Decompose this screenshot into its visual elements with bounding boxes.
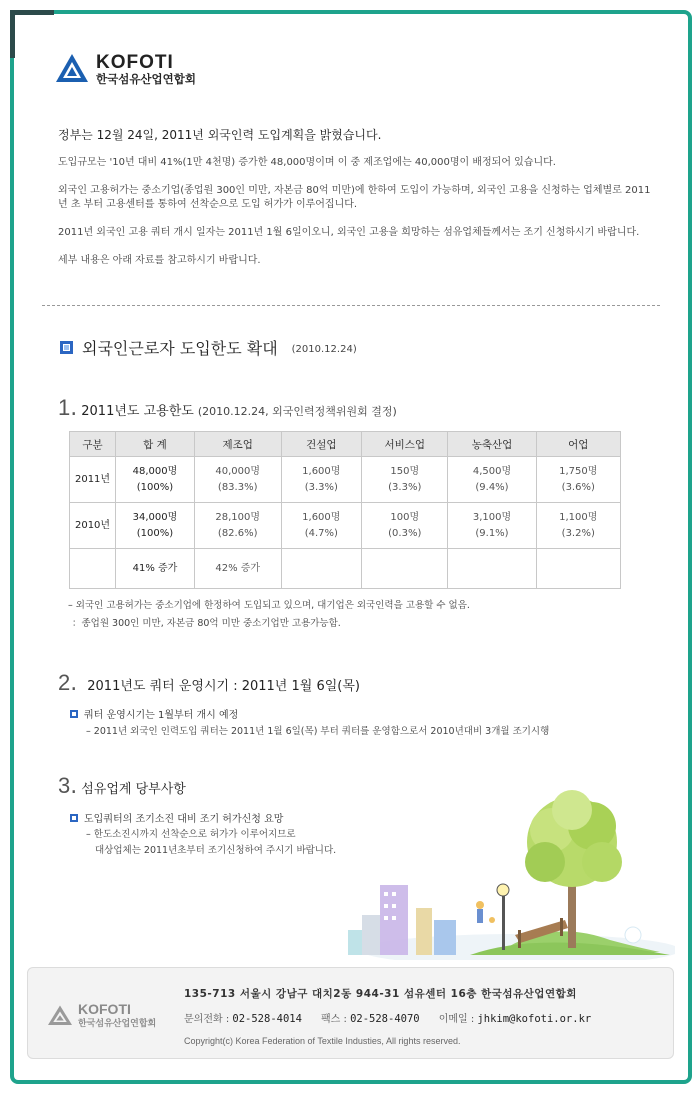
th-fishery: 어업 (536, 432, 620, 457)
phone-number: 02-528-4014 (232, 1013, 302, 1025)
cell: 40,000명 (83.3%) (194, 457, 281, 503)
fax-number: 02-528-4070 (350, 1013, 420, 1025)
th-manufacturing: 제조업 (194, 432, 281, 457)
intro-p4: 세부 내용은 아래 자료를 참고하시기 바랍니다. (58, 255, 261, 266)
park-illustration (320, 780, 675, 960)
cell-increase-total: 41% 증가 (116, 549, 195, 589)
phone-label: 문의전화 : (184, 1014, 230, 1025)
th-category: 구분 (70, 432, 116, 457)
cell (448, 549, 536, 589)
kofoti-logo-icon (54, 52, 90, 88)
s3-bullet (70, 810, 283, 825)
s2-bullet-text: 쿼터 운영시기는 1월부터 개시 예정 (84, 710, 239, 721)
s2-bullet (70, 706, 238, 721)
cell: 28,100명 (82.6%) (194, 503, 281, 549)
section-title (60, 336, 357, 359)
row-label: 2011년 (70, 457, 116, 503)
footer-logo-kr: 한국섬유산업연합회 (78, 1019, 157, 1029)
cell: 100명 (0.3%) (362, 503, 448, 549)
footer-logo (46, 1002, 156, 1029)
square-bullet-icon (70, 814, 78, 822)
cell: 1,100명 (3.2%) (536, 503, 620, 549)
s3-bullet-text: 도입쿼터의 조기소진 대비 조기 허가신청 요망 (84, 814, 284, 825)
cell: 3,100명 (9.1%) (448, 503, 536, 549)
cell: 150명 (3.3%) (362, 457, 448, 503)
s3-number: 3 (58, 773, 71, 798)
email-label: 이메일 : (438, 1014, 475, 1025)
th-agriculture: 농축산업 (448, 432, 536, 457)
cell: 1,600명 (3.3%) (281, 457, 362, 503)
intro-text (58, 128, 658, 282)
cell (70, 549, 116, 589)
square-bullet-icon (60, 341, 73, 354)
s1-sub: (2010.12.24, 외국인력정책위원회 결정) (197, 405, 397, 418)
logo-kr: 한국섬유산업연합회 (96, 71, 196, 86)
intro-headline: 정부는 12월 24일, 2011년 외국인력 도입계획을 밝혔습니다. (58, 128, 382, 142)
s3-sub-1: – 한도소진시까지 선착순으로 허가가 이루어지므로 (86, 829, 296, 840)
quota-table (69, 431, 621, 589)
footer-logo-icon (46, 1004, 74, 1028)
footer-logo-en: KOFOTI (78, 1001, 131, 1017)
intro-p1: 도입규모는 '10년 대비 41%(1만 4천명) 증가한 48,000명이며 이 중 제조업에는 40,000명이 배정되어 있습니다. (58, 157, 556, 168)
footer-info (184, 986, 591, 1046)
table-row (70, 549, 621, 589)
s3-sub-2: 대상업체는 2011년초부터 조기신청하여 주시기 바랍니다. (95, 845, 337, 856)
th-construction: 건설업 (281, 432, 362, 457)
square-bullet-icon (70, 710, 78, 718)
cell-increase-mfg: 42% 증가 (194, 549, 281, 589)
email-link[interactable]: jhkim@kofoti.or.kr (477, 1013, 592, 1025)
cell: 1,750명 (3.6%) (536, 457, 620, 503)
intro-p2: 외국인 고용허가는 중소기업(종업원 300인 미만, 자본금 80억 미만)에 한하여 도입이 가능하며, 외국인 고용을 신청하는 업체별로 2011년 초 부터 고용센터를 통하여 선착순으로 도입 허가가 이루어집니다. (58, 185, 651, 210)
divider (42, 305, 660, 306)
s2-title: 2011년도 쿼터 운영시기 : 2011년 1월 6일(목) (87, 679, 360, 694)
footer (27, 967, 674, 1059)
s2-sub: – 2011년 외국인 인력도입 쿼터는 2011년 1월 6일(목) 부터 쿼터를 운영함으로서 2010년대비 3개월 조기시행 (86, 726, 550, 737)
logo-en: KOFOTI (96, 51, 174, 73)
th-total: 합 계 (116, 432, 195, 457)
cell: 1,600명 (4.7%) (281, 503, 362, 549)
s1-title: 2011년도 고용한도 (81, 404, 194, 419)
cell (362, 549, 448, 589)
footer-contacts (184, 1010, 591, 1025)
corner-accent (10, 10, 54, 58)
footer-copyright: Copyright(c) Korea Federation of Textile Industies, All rights reserved. (184, 1036, 461, 1046)
cell (281, 549, 362, 589)
cell: 4,500명 (9.4%) (448, 457, 536, 503)
cell (536, 549, 620, 589)
s1-number: 1 (58, 395, 71, 420)
footer-address: 135-713 서울시 강남구 대치2동 944-31 섬유센터 16층 한국섬유산업연합회 (184, 988, 577, 1000)
s2-heading: 2 . 2011년도 쿼터 운영시기 : 2011년 1월 6일(목) (58, 670, 360, 696)
kofoti-logo (54, 52, 196, 88)
s3-heading: 3 . 섬유업계 당부사항 (58, 773, 186, 799)
table-row (70, 503, 621, 549)
section-date: (2010.12.24) (291, 344, 357, 355)
table-row (70, 457, 621, 503)
section-title-text: 외국인근로자 도입한도 확대 (82, 339, 278, 358)
cell-total: 48,000명 (100%) (116, 457, 195, 503)
s2-number: 2 (58, 670, 71, 695)
th-service: 서비스업 (362, 432, 448, 457)
s3-title: 섬유업계 당부사항 (81, 782, 186, 797)
table-header-row (70, 432, 621, 457)
s1-heading: 1 . 2011년도 고용한도 (2010.12.24, 외국인력정책위원회 결정) (58, 395, 397, 421)
fax-label: 팩스 : (321, 1014, 347, 1025)
note-1: – 외국인 고용허가는 중소기업에 한정하여 도입되고 있으며, 대기업은 외국인력을 고용할 수 없음. (68, 600, 470, 611)
cell-total: 34,000명 (100%) (116, 503, 195, 549)
row-label: 2010년 (70, 503, 116, 549)
note-2: ：종업원 300인 미만, 자본금 80억 미만 중소기업만 고용가능함. (72, 618, 341, 629)
intro-p3: 2011년 외국인 고용 쿼터 개시 일자는 2011년 1월 6일이오니, 외국인 고용을 희망하는 섬유업체들께서는 조기 신청하시기 바랍니다. (58, 227, 640, 238)
